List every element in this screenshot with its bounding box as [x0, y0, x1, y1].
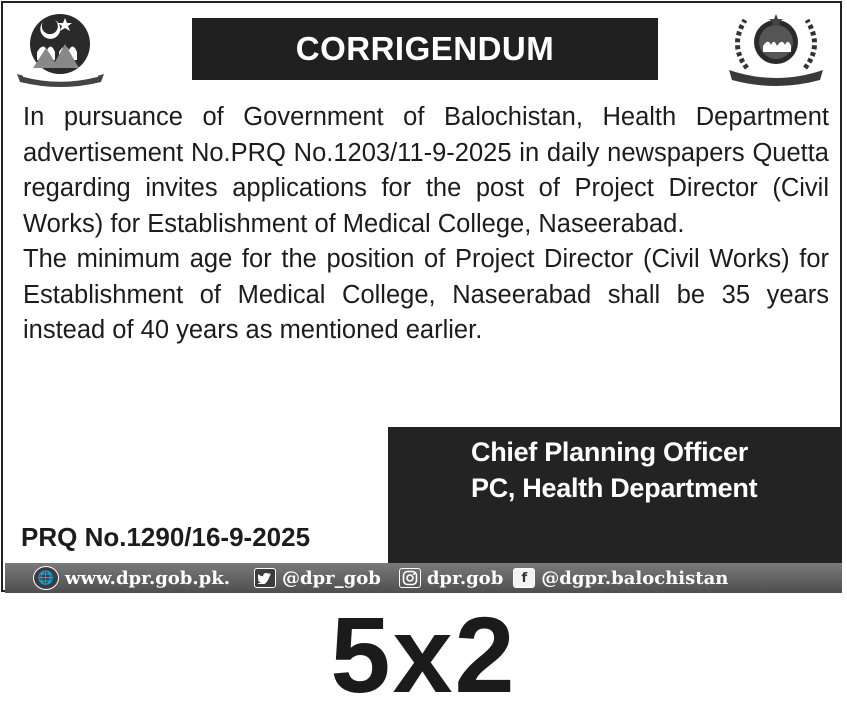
prq-reference: PRQ No.1290/16-9-2025	[21, 522, 311, 552]
dgpr-emblem-logo	[719, 8, 833, 90]
instagram-handle: dpr.gob	[426, 567, 504, 589]
footer-website[interactable]	[5, 566, 230, 590]
corrigendum-title: CORRIGENDUM	[192, 18, 658, 80]
twitter-handle: @dpr_gob	[281, 567, 381, 589]
signature-block	[388, 427, 842, 563]
footer-twitter[interactable]	[254, 568, 381, 589]
instagram-icon	[399, 568, 421, 588]
footer-instagram[interactable]	[399, 568, 503, 589]
footer-facebook[interactable]	[513, 568, 728, 589]
footer-contact-bar	[5, 563, 842, 593]
globe-icon: 🌐	[33, 566, 59, 590]
notice-paragraph-2: The minimum age for the position of Project Director (Civil Works) for Establishment of Medical College, Naseerabad shall be 35 years instead of 40 years as mentioned earlier.	[23, 245, 829, 344]
twitter-icon	[254, 568, 276, 588]
facebook-handle: @dgpr.balochistan	[541, 567, 729, 589]
website-text: www.dpr.gob.pk.	[65, 567, 230, 589]
signatory-title: Chief Planning Officer	[471, 437, 748, 467]
notice-body	[23, 100, 829, 349]
balochistan-emblem-logo	[13, 8, 108, 88]
signatory-department: PC, Health Department	[471, 473, 758, 503]
facebook-icon: f	[513, 568, 535, 588]
advertisement-frame	[1, 1, 842, 592]
ad-size-label: 5x2	[330, 594, 517, 715]
notice-paragraph-1: In pursuance of Government of Balochistan, Health Department advertisement No.PRQ No.1203/11-9-2025 in daily newspapers Quetta regarding invites applications for the post of Project Director (Civil Works) for Establishment of Medical College, Naseerabad.	[23, 103, 829, 238]
